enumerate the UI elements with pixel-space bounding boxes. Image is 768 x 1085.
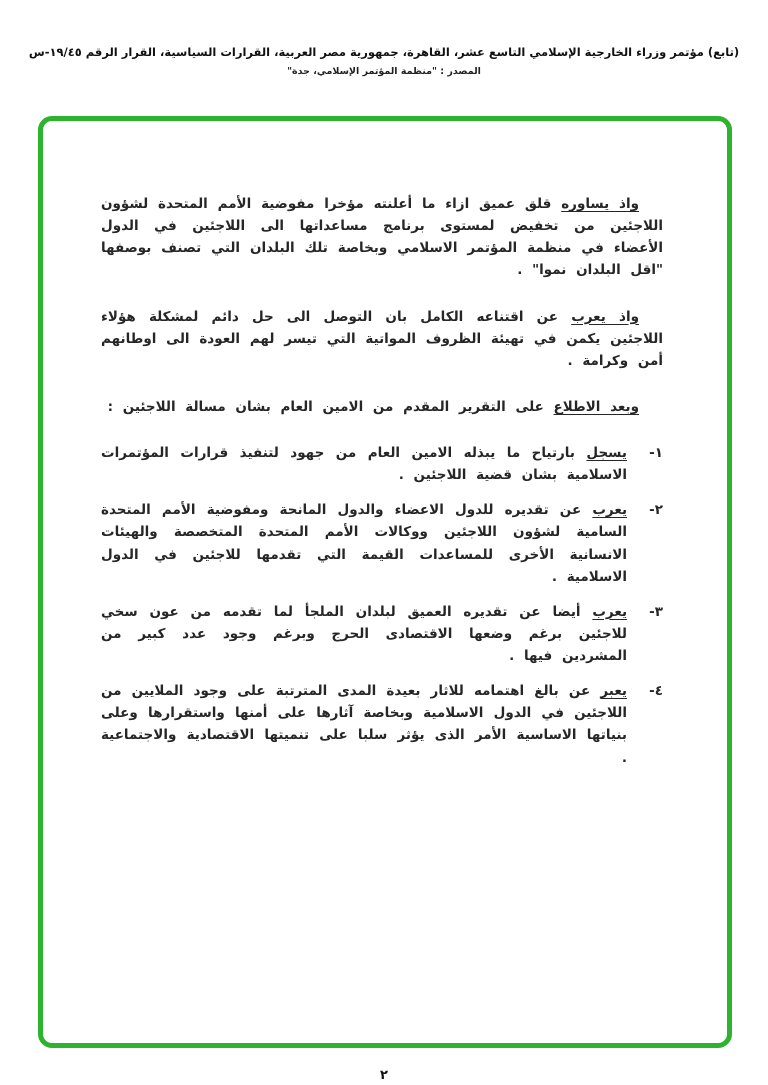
item-number: ٤- — [649, 683, 663, 700]
item-text — [101, 601, 627, 667]
item-number: ٢- — [649, 502, 663, 519]
page-number: ٢ — [380, 1068, 388, 1083]
item-text — [101, 499, 627, 588]
paragraph-lead: واذ يساوره — [561, 196, 639, 212]
item-text — [101, 680, 627, 769]
item-lead: يعبر — [600, 683, 628, 700]
item-body: أيضا عن تقديره العميق لبلدان الملجأ لما تقدمه من عون سخي للاجئين برغم وضعها الاقتصادى الحرج وبرغم وجود عدد كبير من المشردين فيها . — [101, 603, 627, 664]
content-frame — [38, 116, 732, 1048]
item-lead: يسجل — [586, 445, 627, 461]
item-number: ١- — [649, 445, 663, 461]
item-body: عن تقديره للدول الاعضاء والدول المانحة ومفوضية الأمم المتحدة السامية لشؤون اللاجئين ووكالات الأمم المتحدة المتخصصة والهيئات الانسانية الأخرى للمساعدات القيمة التي تقدمها للاجئين في الدول الاسلامية . — [101, 502, 627, 585]
list-item — [101, 680, 663, 769]
item-lead: يعرب — [592, 502, 628, 519]
paragraph-text: على التقرير المقدم من الامين العام بشان مسالة اللاجئين : — [107, 398, 544, 415]
item-body: بارتياح ما يبذله الامين العام من جهود لتنفيذ قرارات المؤتمرات الاسلامية بشان قضية اللاجئين . — [101, 445, 627, 484]
paragraph — [101, 396, 663, 418]
item-number: ٣- — [649, 603, 663, 620]
body-text-block — [43, 121, 727, 769]
document-title: (تابع) مؤتمر وزراء الخارجية الإسلامي التاسع عشر، القاهرة، جمهورية مصر العربية، القرارات السياسية، القرار الرقم ١٩/٤٥-س — [28, 45, 740, 59]
paragraph-lead: وبعد الاطلاع — [553, 398, 639, 415]
list-item — [101, 499, 663, 588]
item-text — [101, 442, 627, 486]
list-item — [101, 442, 663, 486]
paragraph — [101, 193, 663, 282]
item-body: عن بالغ اهتمامه للاثار بعيدة المدى المترتبة على وجود الملايين من اللاجئين في الدول الاسلامية وبخاصة آثارها على أمنها واستقرارها وعلى بنياتها الاساسية الأمر الذى يؤثر سلبا على تنميتها الاقتصادية والاجتماعية . — [101, 683, 627, 766]
paragraph — [101, 306, 663, 372]
list-item — [101, 601, 663, 667]
item-lead: يعرب — [592, 603, 628, 620]
document-header — [0, 0, 768, 77]
numbered-list — [101, 442, 663, 769]
document-source-line: المصدر : "منظمة المؤتمر الإسلامي، جدة" — [287, 66, 481, 78]
paragraph-lead: واذ يعرب — [571, 308, 639, 325]
paragraph-text: قلق عميق ازاء ما أعلنته مؤخرا مفوضية الأمم المتحدة لشؤون اللاجئين من تخفيض لمستوى برنامج مساعداتها الى اللاجئين في الدول الأعضاء في منظمة المؤتمر الاسلامي وبخاصة تلك البلدان التي تصنف بوصفها "اقل البلدان نموا" . — [101, 196, 663, 279]
paragraph-text: عن اقتناعه الكامل بان التوصل الى حل دائم لمشكلة هؤلاء اللاجئين يكمن في تهيئة الظروف المواتية التي تيسر لهم العودة الى اوطانهم أمن وكرامة . — [101, 308, 663, 369]
